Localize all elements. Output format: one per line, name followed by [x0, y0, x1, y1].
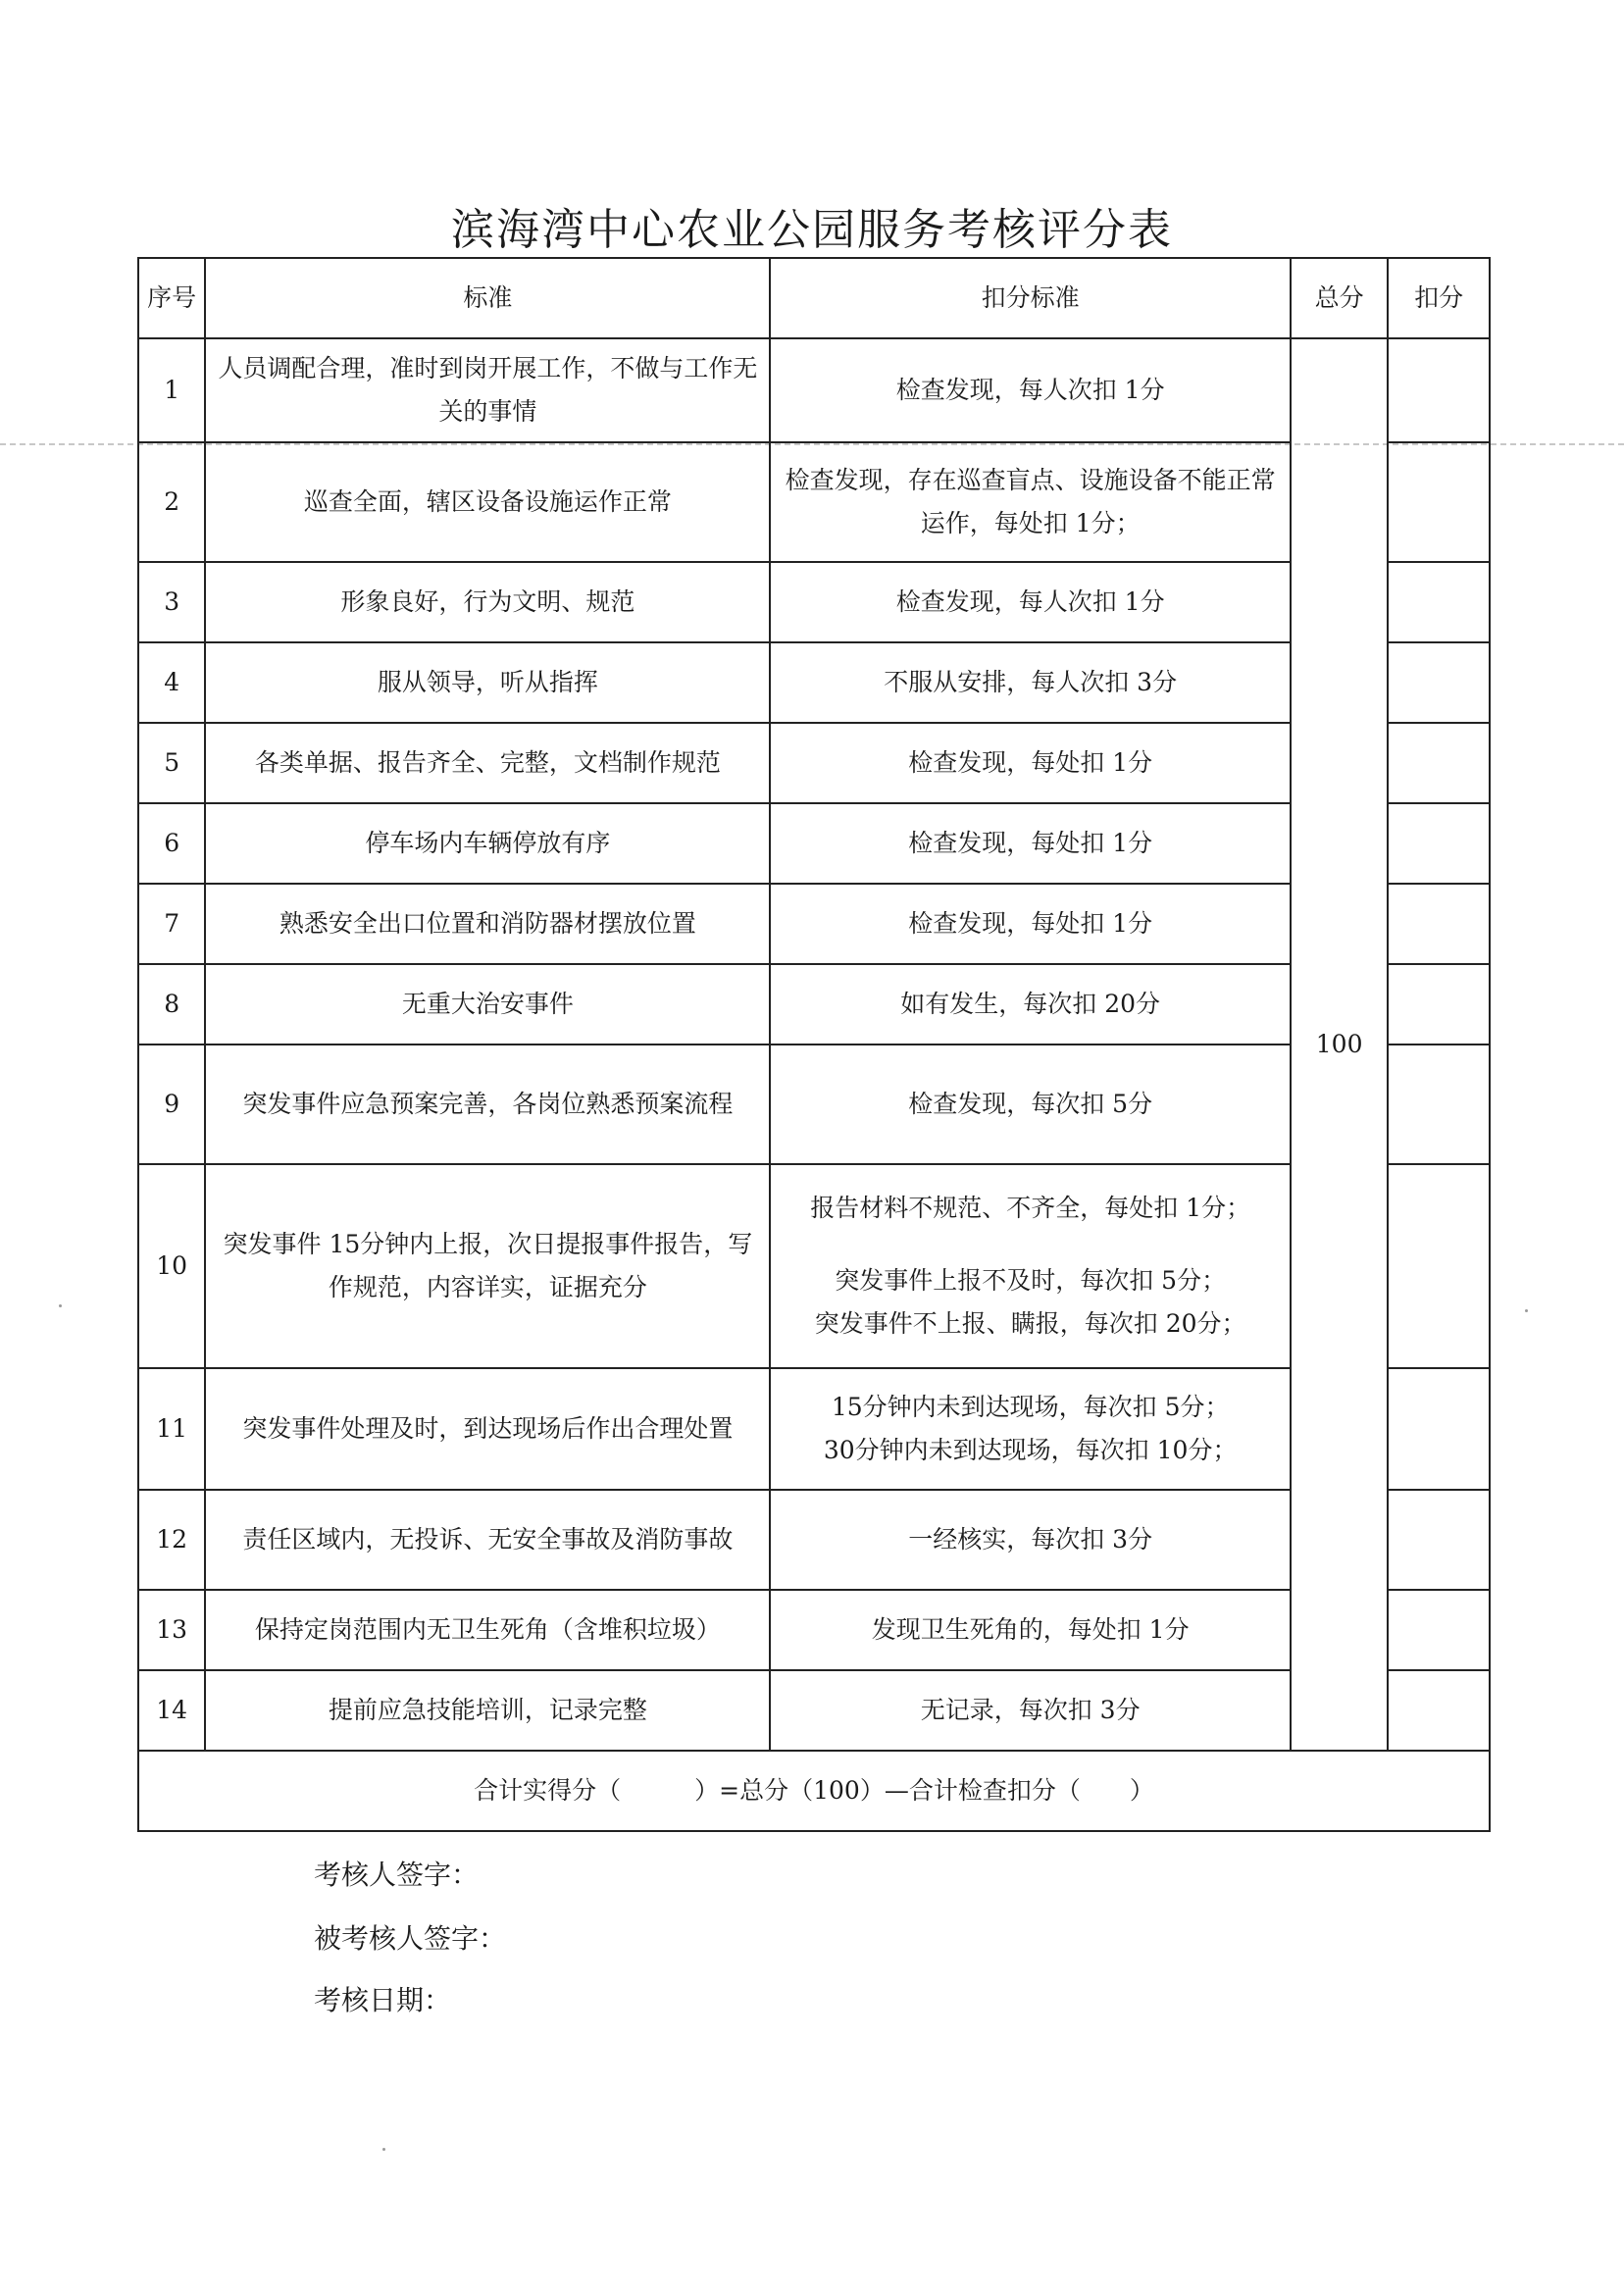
deduction-line: 检查发现，存在巡查盲点、设施设备不能正常运作，每处扣 1分； — [785, 466, 1276, 537]
deducted-score-cell[interactable] — [1388, 884, 1490, 964]
assessee-signature: 被考核人签字： — [314, 1922, 507, 1955]
table-row — [138, 1368, 1490, 1490]
row-standard: 责任区域内，无投诉、无安全事故及消防事故 — [205, 1490, 770, 1590]
row-standard: 形象良好，行为文明、规范 — [205, 562, 770, 642]
row-standard: 熟悉安全出口位置和消防器材摆放位置 — [205, 884, 770, 964]
scan-speck — [59, 1304, 62, 1307]
row-deduction — [770, 1490, 1290, 1590]
row-standard: 保持定岗范围内无卫生死角（含堆积垃圾） — [205, 1590, 770, 1670]
header-score: 扣分 — [1388, 258, 1490, 338]
row-number: 12 — [138, 1490, 205, 1590]
row-deduction — [770, 1368, 1290, 1490]
row-standard: 人员调配合理，准时到岗开展工作，不做与工作无关的事情 — [205, 338, 770, 442]
total-formula: 合计实得分（ ）=总分（100）—合计检查扣分（ ） — [138, 1751, 1490, 1831]
deduction-line: 不服从安排，每人次扣 3分 — [884, 668, 1178, 697]
row-number: 8 — [138, 964, 205, 1045]
deducted-score-cell[interactable] — [1388, 338, 1490, 442]
deduction-line: 检查发现，每人次扣 1分 — [895, 587, 1165, 617]
row-number: 13 — [138, 1590, 205, 1670]
assessment-date: 考核日期： — [314, 1984, 452, 2016]
row-number: 6 — [138, 803, 205, 884]
table-row — [138, 1164, 1490, 1368]
row-number: 3 — [138, 562, 205, 642]
total-score: 100 — [1291, 338, 1388, 1751]
row-standard: 突发事件处理及时，到达现场后作出合理处置 — [205, 1368, 770, 1490]
deducted-score-cell[interactable] — [1388, 1368, 1490, 1490]
row-standard: 各类单据、报告齐全、完整，文档制作规范 — [205, 723, 770, 803]
row-standard: 提前应急技能培训，记录完整 — [205, 1670, 770, 1751]
deduction-line: 突发事件不上报、瞒报，每次扣 20分； — [814, 1308, 1246, 1338]
row-number: 9 — [138, 1045, 205, 1164]
table-row — [138, 642, 1490, 723]
deduction-line: 突发事件上报不及时，每次扣 5分； — [835, 1266, 1227, 1296]
table-row — [138, 1045, 1490, 1164]
row-standard: 停车场内车辆停放有序 — [205, 803, 770, 884]
table-row — [138, 964, 1490, 1045]
header-total: 总分 — [1291, 258, 1388, 338]
deduction-line: 检查发现，每处扣 1分 — [908, 909, 1153, 939]
deduction-line: 发现卫生死角的，每处扣 1分 — [871, 1615, 1190, 1645]
row-deduction — [770, 642, 1290, 723]
deduction-line: 检查发现，每处扣 1分 — [908, 748, 1153, 778]
row-standard: 突发事件应急预案完善，各岗位熟悉预案流程 — [205, 1045, 770, 1164]
row-number: 11 — [138, 1368, 205, 1490]
row-deduction — [770, 1590, 1290, 1670]
row-number: 7 — [138, 884, 205, 964]
scan-speck — [1525, 1309, 1528, 1312]
row-number: 1 — [138, 338, 205, 442]
row-deduction — [770, 562, 1290, 642]
deduction-line: 如有发生，每次扣 20分 — [900, 990, 1161, 1019]
deducted-score-cell[interactable] — [1388, 803, 1490, 884]
deducted-score-cell[interactable] — [1388, 1490, 1490, 1590]
row-standard: 服从领导，听从指挥 — [205, 642, 770, 723]
deducted-score-cell[interactable] — [1388, 1590, 1490, 1670]
row-deduction — [770, 338, 1290, 442]
deduction-line: 检查发现，每人次扣 1分 — [895, 376, 1165, 405]
table-row — [138, 803, 1490, 884]
row-standard: 巡查全面，辖区设备设施运作正常 — [205, 442, 770, 562]
row-number: 14 — [138, 1670, 205, 1751]
deducted-score-cell[interactable] — [1388, 642, 1490, 723]
deduction-line: 检查发现，每次扣 5分 — [908, 1090, 1153, 1119]
row-deduction — [770, 1670, 1290, 1751]
deducted-score-cell[interactable] — [1388, 964, 1490, 1045]
deduction-line: 一经核实，每次扣 3分 — [908, 1525, 1153, 1554]
row-deduction — [770, 442, 1290, 562]
table-row — [138, 1590, 1490, 1670]
header-deduction: 扣分标准 — [770, 258, 1290, 338]
row-deduction — [770, 723, 1290, 803]
row-number: 5 — [138, 723, 205, 803]
row-number: 10 — [138, 1164, 205, 1368]
page-title: 滨海湾中心农业公园服务考核评分表 — [451, 205, 1173, 255]
row-standard: 突发事件 15分钟内上报，次日提报事件报告，写作规范，内容详实，证据充分 — [205, 1164, 770, 1368]
assessor-signature: 考核人签字： — [314, 1859, 480, 1891]
table-row — [138, 1490, 1490, 1590]
table-row — [138, 562, 1490, 642]
table-row — [138, 723, 1490, 803]
row-number: 2 — [138, 442, 205, 562]
table-row — [138, 884, 1490, 964]
row-deduction — [770, 964, 1290, 1045]
row-deduction — [770, 1045, 1290, 1164]
row-deduction — [770, 1164, 1290, 1368]
deduction-line: 报告材料不规范、不齐全，每处扣 1分； — [810, 1194, 1251, 1223]
deduction-line: 30分钟内未到达现场，每次扣 10分； — [823, 1436, 1238, 1464]
deducted-score-cell[interactable] — [1388, 1164, 1490, 1368]
scan-speck — [382, 2148, 385, 2151]
header-no: 序号 — [138, 258, 205, 338]
table-row — [138, 442, 1490, 562]
table-row — [138, 1670, 1490, 1751]
header-standard: 标准 — [205, 258, 770, 338]
deduction-line: 检查发现，每处扣 1分 — [908, 829, 1153, 858]
header-row — [138, 258, 1490, 338]
deducted-score-cell[interactable] — [1388, 562, 1490, 642]
row-number: 4 — [138, 642, 205, 723]
deducted-score-cell[interactable] — [1388, 1670, 1490, 1751]
deduction-line: 无记录，每次扣 3分 — [920, 1696, 1141, 1725]
row-standard: 无重大治安事件 — [205, 964, 770, 1045]
row-deduction — [770, 884, 1290, 964]
deducted-score-cell[interactable] — [1388, 442, 1490, 562]
footer-row — [138, 1751, 1490, 1831]
table-row — [138, 338, 1490, 442]
score-table — [137, 257, 1491, 1832]
deducted-score-cell[interactable] — [1388, 1045, 1490, 1164]
row-deduction — [770, 803, 1290, 884]
deducted-score-cell[interactable] — [1388, 723, 1490, 803]
deduction-gap — [777, 1230, 1283, 1259]
deduction-line: 15分钟内未到达现场，每次扣 5分； — [831, 1393, 1230, 1422]
